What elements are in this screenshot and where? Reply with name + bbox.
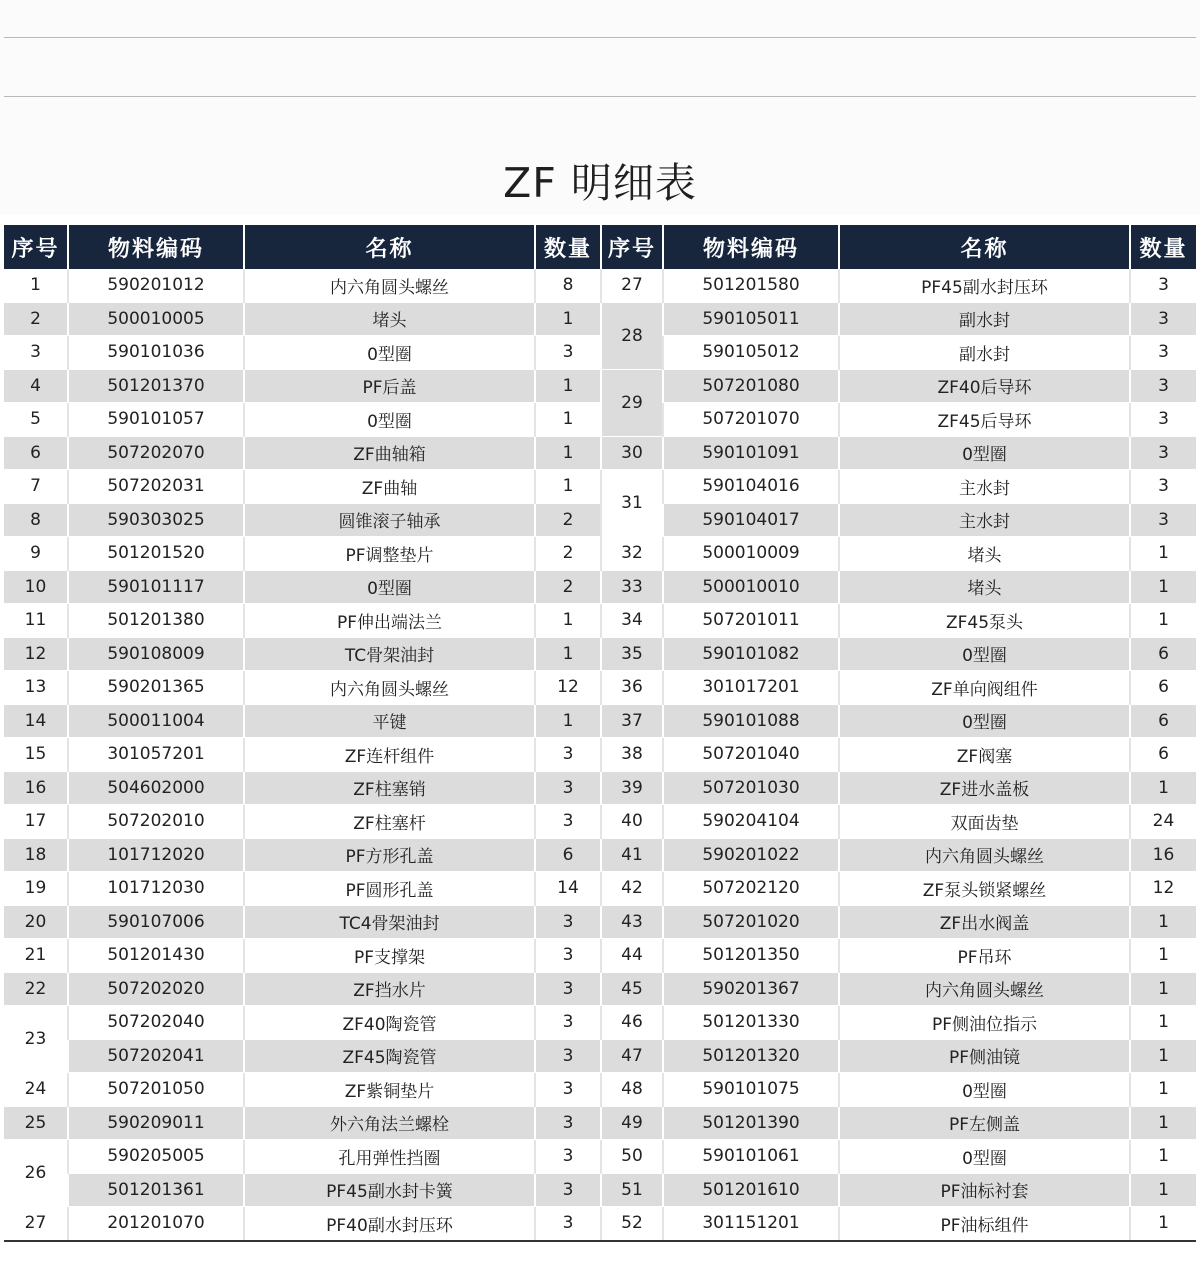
seq-cell: 49	[601, 1106, 663, 1140]
code-cell: 501201430	[68, 939, 244, 973]
qty-cell: 1	[535, 302, 601, 336]
qty-cell: 1	[1130, 1207, 1196, 1241]
code-cell: 507202020	[68, 972, 244, 1006]
seq-cell: 29	[601, 369, 663, 436]
table-header-row	[4, 225, 1196, 269]
table-row	[4, 872, 1196, 906]
qty-cell: 6	[1130, 637, 1196, 671]
name-cell: 孔用弹性挡圈	[244, 1140, 535, 1174]
code-cell: 590201012	[68, 269, 244, 302]
code-cell: 590204104	[663, 805, 839, 839]
qty-cell: 3	[535, 1006, 601, 1040]
code-cell: 590101036	[68, 336, 244, 370]
seq-cell: 10	[4, 570, 68, 604]
seq-cell: 24	[4, 1073, 68, 1107]
seq-cell: 42	[601, 872, 663, 906]
qty-cell: 1	[1130, 570, 1196, 604]
table-row	[4, 805, 1196, 839]
seq-cell: 28	[601, 302, 663, 369]
header-code-right: 物料编码	[663, 225, 839, 269]
qty-cell: 3	[535, 1073, 601, 1107]
name-cell: 平键	[244, 704, 535, 738]
seq-cell: 48	[601, 1073, 663, 1107]
name-cell: PF伸出端法兰	[244, 604, 535, 638]
qty-cell: 1	[1130, 939, 1196, 973]
seq-cell: 2	[4, 302, 68, 336]
code-cell: 501201330	[663, 1006, 839, 1040]
seq-cell: 32	[601, 537, 663, 571]
seq-cell: 39	[601, 771, 663, 805]
seq-cell: 5	[4, 403, 68, 437]
qty-cell: 3	[1130, 503, 1196, 537]
table-row	[4, 436, 1196, 470]
qty-cell: 1	[535, 604, 601, 638]
table-row	[4, 637, 1196, 671]
qty-cell: 3	[535, 336, 601, 370]
qty-cell: 1	[1130, 604, 1196, 638]
qty-cell: 12	[1130, 872, 1196, 906]
seq-cell: 13	[4, 671, 68, 705]
header-seq-right: 序号	[601, 225, 663, 269]
code-cell: 590104016	[663, 470, 839, 504]
code-cell: 507201030	[663, 771, 839, 805]
name-cell: 0型圈	[244, 336, 535, 370]
qty-cell: 24	[1130, 805, 1196, 839]
seq-cell: 46	[601, 1006, 663, 1040]
name-cell: TC骨架油封	[244, 637, 535, 671]
qty-cell: 3	[535, 905, 601, 939]
name-cell: 堵头	[244, 302, 535, 336]
header-seq-left: 序号	[4, 225, 68, 269]
qty-cell: 3	[1130, 369, 1196, 403]
code-cell: 501201580	[663, 269, 839, 302]
code-cell: 590303025	[68, 503, 244, 537]
name-cell: ZF出水阀盖	[839, 905, 1130, 939]
seq-cell: 21	[4, 939, 68, 973]
code-cell: 501201520	[68, 537, 244, 571]
name-cell: 内六角圆头螺丝	[244, 269, 535, 302]
qty-cell: 16	[1130, 838, 1196, 872]
name-cell: 0型圈	[839, 1073, 1130, 1107]
name-cell: 堵头	[839, 537, 1130, 571]
name-cell: PF调整垫片	[244, 537, 535, 571]
seq-cell: 16	[4, 771, 68, 805]
qty-cell: 3	[535, 805, 601, 839]
name-cell: PF侧油镜	[839, 1039, 1130, 1073]
name-cell: 内六角圆头螺丝	[839, 972, 1130, 1006]
name-cell: 圆锥滚子轴承	[244, 503, 535, 537]
name-cell: ZF45陶瓷管	[244, 1039, 535, 1073]
header-qty-right: 数量	[1130, 225, 1196, 269]
table-row	[4, 570, 1196, 604]
seq-cell: 7	[4, 470, 68, 504]
seq-cell: 44	[601, 939, 663, 973]
name-cell: ZF单向阀组件	[839, 671, 1130, 705]
code-cell: 590108009	[68, 637, 244, 671]
qty-cell: 1	[535, 436, 601, 470]
qty-cell: 2	[535, 570, 601, 604]
name-cell: 内六角圆头螺丝	[244, 671, 535, 705]
name-cell: ZF进水盖板	[839, 771, 1130, 805]
table-row	[4, 604, 1196, 638]
name-cell: PF油标组件	[839, 1207, 1130, 1241]
qty-cell: 3	[535, 1039, 601, 1073]
qty-cell: 1	[1130, 771, 1196, 805]
qty-cell: 8	[535, 269, 601, 302]
seq-cell: 43	[601, 905, 663, 939]
seq-cell: 26	[4, 1140, 68, 1207]
table-row	[4, 771, 1196, 805]
code-cell: 590101082	[663, 637, 839, 671]
seq-cell: 38	[601, 738, 663, 772]
name-cell: 外六角法兰螺栓	[244, 1106, 535, 1140]
code-cell: 501201320	[663, 1039, 839, 1073]
code-cell: 590205005	[68, 1140, 244, 1174]
seq-cell: 30	[601, 436, 663, 470]
qty-cell: 14	[535, 872, 601, 906]
name-cell: 0型圈	[244, 403, 535, 437]
second-divider	[4, 96, 1196, 97]
qty-cell: 3	[535, 1106, 601, 1140]
code-cell: 501201390	[663, 1106, 839, 1140]
name-cell: PF45副水封压环	[839, 269, 1130, 302]
seq-cell: 37	[601, 704, 663, 738]
name-cell: ZF柱塞杆	[244, 805, 535, 839]
seq-cell: 52	[601, 1207, 663, 1241]
qty-cell: 1	[1130, 1006, 1196, 1040]
code-cell: 590101061	[663, 1140, 839, 1174]
qty-cell: 2	[535, 503, 601, 537]
header-qty-left: 数量	[535, 225, 601, 269]
name-cell: ZF45后导环	[839, 403, 1130, 437]
name-cell: ZF柱塞销	[244, 771, 535, 805]
qty-cell: 1	[1130, 1039, 1196, 1073]
header-name-right: 名称	[839, 225, 1130, 269]
qty-cell: 1	[1130, 972, 1196, 1006]
header-code-left: 物料编码	[68, 225, 244, 269]
code-cell: 507201080	[663, 369, 839, 403]
table-row	[4, 1207, 1196, 1241]
seq-cell: 17	[4, 805, 68, 839]
table-row	[4, 369, 1196, 403]
qty-cell: 1	[1130, 1106, 1196, 1140]
qty-cell: 6	[535, 838, 601, 872]
name-cell: 0型圈	[839, 637, 1130, 671]
name-cell: ZF曲轴	[244, 470, 535, 504]
qty-cell: 1	[1130, 537, 1196, 571]
qty-cell: 3	[535, 972, 601, 1006]
seq-cell: 11	[4, 604, 68, 638]
seq-cell: 1	[4, 269, 68, 302]
table-row	[4, 905, 1196, 939]
name-cell: 主水封	[839, 470, 1130, 504]
name-cell: 主水封	[839, 503, 1130, 537]
seq-cell: 45	[601, 972, 663, 1006]
code-cell: 500010009	[663, 537, 839, 571]
name-cell: 0型圈	[839, 704, 1130, 738]
code-cell: 101712020	[68, 838, 244, 872]
name-cell: 内六角圆头螺丝	[839, 838, 1130, 872]
top-divider	[4, 37, 1196, 38]
qty-cell: 3	[535, 771, 601, 805]
qty-cell: 3	[1130, 470, 1196, 504]
name-cell: PF后盖	[244, 369, 535, 403]
name-cell: PF侧油位指示	[839, 1006, 1130, 1040]
seq-cell: 8	[4, 503, 68, 537]
table-row	[4, 302, 1196, 336]
qty-cell: 3	[1130, 302, 1196, 336]
qty-cell: 3	[1130, 336, 1196, 370]
code-cell: 590105012	[663, 336, 839, 370]
seq-cell: 34	[601, 604, 663, 638]
code-cell: 201201070	[68, 1207, 244, 1241]
qty-cell: 1	[1130, 905, 1196, 939]
name-cell: 副水封	[839, 336, 1130, 370]
seq-cell: 33	[601, 570, 663, 604]
seq-cell: 12	[4, 637, 68, 671]
code-cell: 507201040	[663, 738, 839, 772]
code-cell: 507201011	[663, 604, 839, 638]
name-cell: 双面齿垫	[839, 805, 1130, 839]
code-cell: 507202120	[663, 872, 839, 906]
qty-cell: 1	[535, 369, 601, 403]
code-cell: 590101075	[663, 1073, 839, 1107]
seq-cell: 36	[601, 671, 663, 705]
qty-cell: 3	[1130, 436, 1196, 470]
name-cell: 副水封	[839, 302, 1130, 336]
parts-table	[4, 225, 1196, 1242]
table-row	[4, 537, 1196, 571]
name-cell: PF方形孔盖	[244, 838, 535, 872]
qty-cell: 12	[535, 671, 601, 705]
code-cell: 301151201	[663, 1207, 839, 1241]
seq-cell: 27	[601, 269, 663, 302]
qty-cell: 3	[535, 1207, 601, 1241]
seq-cell: 40	[601, 805, 663, 839]
code-cell: 501201361	[68, 1173, 244, 1207]
seq-cell: 47	[601, 1039, 663, 1073]
code-cell: 501201370	[68, 369, 244, 403]
qty-cell: 3	[535, 939, 601, 973]
qty-cell: 2	[535, 537, 601, 571]
name-cell: 堵头	[839, 570, 1130, 604]
code-cell: 500010010	[663, 570, 839, 604]
code-cell: 501201380	[68, 604, 244, 638]
name-cell: ZF紫铜垫片	[244, 1073, 535, 1107]
table-row	[4, 1173, 1196, 1207]
qty-cell: 1	[535, 704, 601, 738]
table-row	[4, 1039, 1196, 1073]
code-cell: 590101088	[663, 704, 839, 738]
code-cell: 590104017	[663, 503, 839, 537]
name-cell: 0型圈	[839, 436, 1130, 470]
seq-cell: 6	[4, 436, 68, 470]
qty-cell: 6	[1130, 738, 1196, 772]
qty-cell: 3	[535, 1140, 601, 1174]
code-cell: 507201050	[68, 1073, 244, 1107]
name-cell: ZF连杆组件	[244, 738, 535, 772]
code-cell: 301017201	[663, 671, 839, 705]
table-row	[4, 503, 1196, 537]
code-cell: 590101117	[68, 570, 244, 604]
code-cell: 590201367	[663, 972, 839, 1006]
seq-cell: 19	[4, 872, 68, 906]
name-cell: ZF挡水片	[244, 972, 535, 1006]
code-cell: 507202041	[68, 1039, 244, 1073]
header-name-left: 名称	[244, 225, 535, 269]
code-cell: 504602000	[68, 771, 244, 805]
code-cell: 507201020	[663, 905, 839, 939]
qty-cell: 3	[1130, 403, 1196, 437]
name-cell: PF40副水封压环	[244, 1207, 535, 1241]
code-cell: 590201365	[68, 671, 244, 705]
table-row	[4, 1073, 1196, 1107]
table-row	[4, 704, 1196, 738]
seq-cell: 27	[4, 1207, 68, 1241]
seq-cell: 50	[601, 1140, 663, 1174]
name-cell: PF45副水封卡簧	[244, 1173, 535, 1207]
qty-cell: 1	[1130, 1073, 1196, 1107]
code-cell: 590105011	[663, 302, 839, 336]
code-cell: 590101091	[663, 436, 839, 470]
code-cell: 590209011	[68, 1106, 244, 1140]
code-cell: 500010005	[68, 302, 244, 336]
qty-cell: 3	[1130, 269, 1196, 302]
name-cell: PF吊环	[839, 939, 1130, 973]
table-row	[4, 470, 1196, 504]
seq-cell: 41	[601, 838, 663, 872]
seq-cell: 25	[4, 1106, 68, 1140]
table-row	[4, 269, 1196, 302]
name-cell: PF支撑架	[244, 939, 535, 973]
code-cell: 101712030	[68, 872, 244, 906]
table-row	[4, 838, 1196, 872]
qty-cell: 6	[1130, 671, 1196, 705]
name-cell: ZF曲轴箱	[244, 436, 535, 470]
qty-cell: 3	[535, 1173, 601, 1207]
table-row	[4, 1006, 1196, 1040]
name-cell: 0型圈	[839, 1140, 1130, 1174]
seq-cell: 51	[601, 1173, 663, 1207]
code-cell: 507202070	[68, 436, 244, 470]
seq-cell: 35	[601, 637, 663, 671]
name-cell: TC4骨架油封	[244, 905, 535, 939]
code-cell: 590107006	[68, 905, 244, 939]
qty-cell: 1	[1130, 1173, 1196, 1207]
table-row	[4, 1106, 1196, 1140]
seq-cell: 23	[4, 1006, 68, 1073]
table-row	[4, 939, 1196, 973]
name-cell: PF油标衬套	[839, 1173, 1130, 1207]
qty-cell: 1	[535, 470, 601, 504]
seq-cell: 31	[601, 470, 663, 537]
code-cell: 590101057	[68, 403, 244, 437]
qty-cell: 1	[535, 637, 601, 671]
qty-cell: 3	[535, 738, 601, 772]
code-cell: 501201350	[663, 939, 839, 973]
code-cell: 501201610	[663, 1173, 839, 1207]
table-row	[4, 738, 1196, 772]
qty-cell: 1	[535, 403, 601, 437]
seq-cell: 20	[4, 905, 68, 939]
code-cell: 507202031	[68, 470, 244, 504]
seq-cell: 9	[4, 537, 68, 571]
table-body	[4, 269, 1196, 1241]
name-cell: PF左侧盖	[839, 1106, 1130, 1140]
code-cell: 500011004	[68, 704, 244, 738]
qty-cell: 6	[1130, 704, 1196, 738]
table-row	[4, 671, 1196, 705]
name-cell: PF圆形孔盖	[244, 872, 535, 906]
name-cell: ZF泵头锁紧螺丝	[839, 872, 1130, 906]
code-cell: 507202010	[68, 805, 244, 839]
table-row	[4, 1140, 1196, 1174]
name-cell: ZF阀塞	[839, 738, 1130, 772]
code-cell: 507202040	[68, 1006, 244, 1040]
seq-cell: 15	[4, 738, 68, 772]
name-cell: ZF45泵头	[839, 604, 1130, 638]
seq-cell: 14	[4, 704, 68, 738]
page-title: ZF 明细表	[503, 159, 697, 207]
code-cell: 590201022	[663, 838, 839, 872]
seq-cell: 3	[4, 336, 68, 370]
seq-cell: 4	[4, 369, 68, 403]
seq-cell: 22	[4, 972, 68, 1006]
table-row	[4, 403, 1196, 437]
seq-cell: 18	[4, 838, 68, 872]
table-row	[4, 972, 1196, 1006]
name-cell: 0型圈	[244, 570, 535, 604]
name-cell: ZF40后导环	[839, 369, 1130, 403]
name-cell: ZF40陶瓷管	[244, 1006, 535, 1040]
code-cell: 507201070	[663, 403, 839, 437]
qty-cell: 1	[1130, 1140, 1196, 1174]
table-row	[4, 336, 1196, 370]
code-cell: 301057201	[68, 738, 244, 772]
